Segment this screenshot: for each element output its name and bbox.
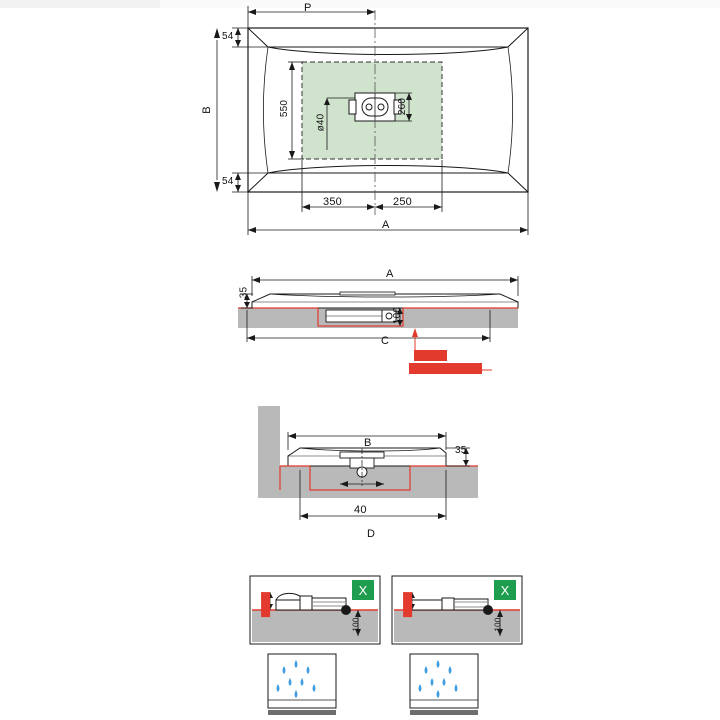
label-B-top-view: B: [200, 106, 213, 114]
label-100-left: 100: [351, 617, 361, 632]
note-line2: nieprzemakalna: [409, 363, 483, 374]
label-60min-left: 60 min: [261, 591, 271, 618]
figure-side-section: [0, 258, 720, 388]
label-350: 350: [323, 196, 342, 208]
label-A-side-view: A: [386, 268, 394, 280]
svg-text:X: X: [358, 583, 368, 598]
label-54-bottom: 54: [222, 176, 234, 187]
label-A-top-view: A: [382, 219, 390, 231]
figure-front-section: [0, 398, 720, 548]
details-svg: [0, 566, 720, 720]
front-section-svg: [0, 398, 720, 548]
label-C: C: [381, 335, 390, 347]
note-line1: Osłona: [414, 350, 447, 361]
label-diameter-40: ø40: [315, 113, 327, 132]
label-P: P: [304, 2, 312, 14]
label-100-right: 100: [493, 617, 503, 632]
label-250: 250: [393, 196, 412, 208]
svg-text:X: X: [500, 583, 510, 598]
label-100-side: 100: [392, 306, 404, 325]
figure-details: [0, 566, 720, 720]
label-260: 260: [397, 97, 409, 116]
figure-top-view: [0, 0, 720, 250]
label-550: 550: [279, 99, 291, 118]
label-35-front: 35: [455, 445, 467, 456]
label-B-front-view: B: [364, 437, 372, 449]
label-35-side: 35: [238, 286, 250, 299]
label-D: D: [367, 528, 376, 540]
label-60min-right: 60 min: [403, 591, 413, 618]
label-40-front: 40: [354, 504, 367, 516]
side-section-svg: [0, 258, 720, 388]
top-view-svg: [0, 0, 720, 250]
label-54-top: 54: [222, 31, 234, 42]
